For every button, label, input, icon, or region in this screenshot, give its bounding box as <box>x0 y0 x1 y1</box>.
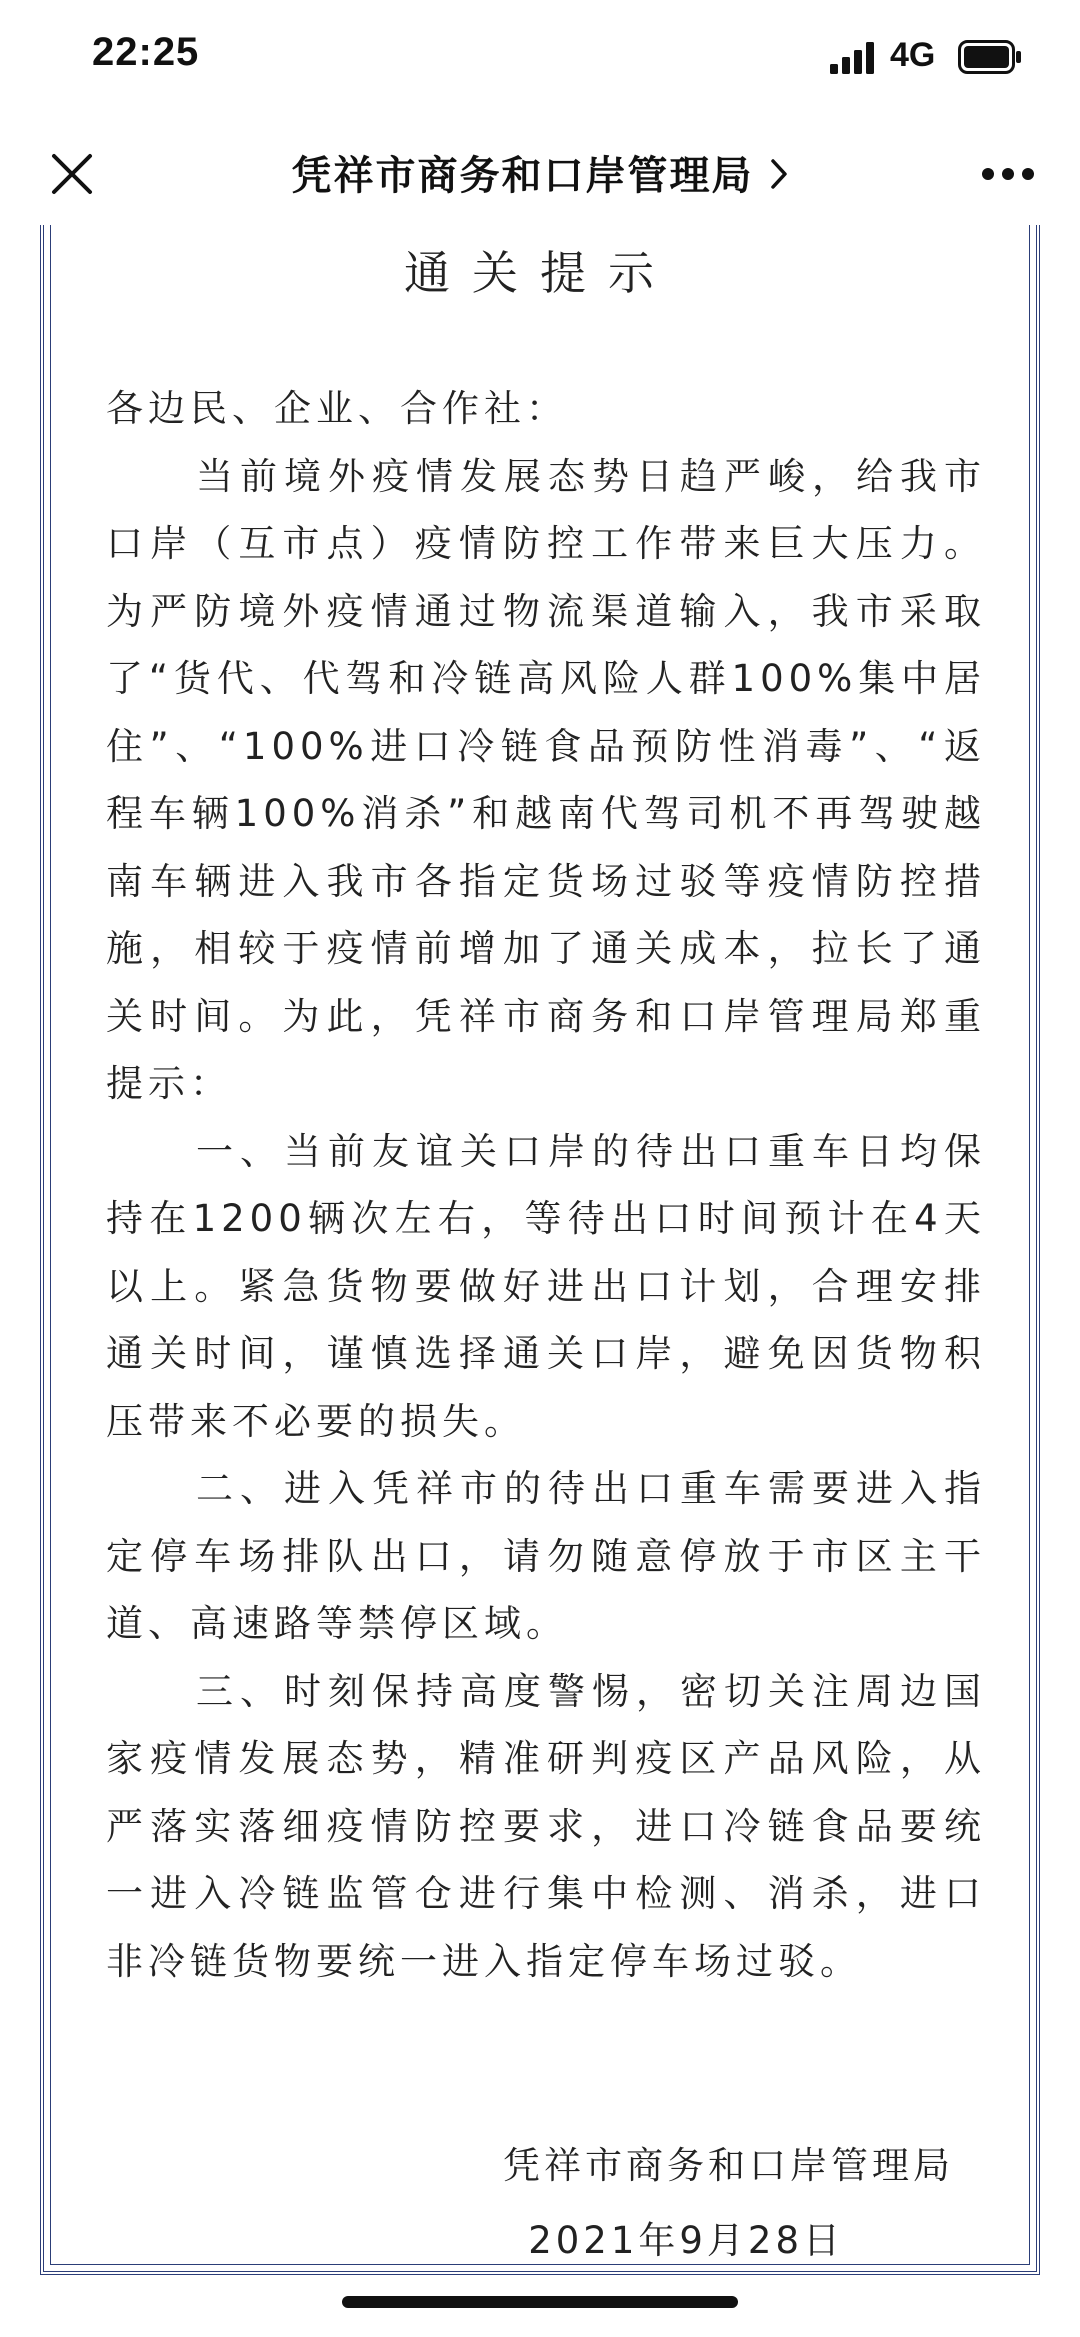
notice-date: 2021年9月28日 <box>528 2219 844 2262</box>
notice-image <box>40 225 1040 2275</box>
notice-body <box>106 375 986 1995</box>
nav-title: 凭祥市商务和口岸管理局 <box>291 153 754 199</box>
more-icon[interactable] <box>980 166 1036 182</box>
notice-paragraph: 一、当前友谊关口岸的待出口重车日均保持在1200辆次左右，等待出口时间预计在4天以上。紧急货物要做好进出口计划，合理安排通关时间，谨慎选择通关口岸，避免因货物积压带来不必要的损失。 <box>106 1129 986 1443</box>
network-type: 4G <box>890 36 936 74</box>
notice-paragraph: 三、时刻保持高度警惕，密切关注周边国家疫情发展态势，精准研判疫区产品风险，从严落实落细疫情防控要求，进口冷链食品要统一进入冷链监管仓进行集中检测、消杀，进口非冷链货物要统一进入指定停车场过驳。 <box>106 1669 986 1983</box>
status-bar <box>0 0 1080 120</box>
notice-paragraph: 二、进入凭祥市的待出口重车需要进入指定停车场排队出口，请勿随意停放于市区主干道、高速路等禁停区域。 <box>106 1467 986 1645</box>
home-indicator[interactable] <box>342 2296 738 2308</box>
chevron-right-icon <box>769 157 789 191</box>
notice-signature: 凭祥市商务和口岸管理局 <box>503 2144 954 2187</box>
nav-bar <box>0 120 1080 230</box>
status-time: 22:25 <box>92 30 200 74</box>
notice-salutation: 各边民、企业、合作社： <box>106 387 568 430</box>
notice-paragraph: 当前境外疫情发展态势日趋严峻，给我市口岸（互市点）疫情防控工作带来巨大压力。为严防境外疫情通过物流渠道输入，我市采取了“货代、代驾和冷链高风险人群100%集中居住”、“100%进口冷链食品预防性消毒”、“返程车辆100%消杀”和越南代驾司机不再驾驶越南车辆进入我市各指定货场过驳等疫情防控措施，相较于疫情前增加了通关成本，拉长了通关时间。为此，凭祥市商务和口岸管理局郑重提示： <box>106 454 986 1105</box>
signal-icon <box>830 42 876 74</box>
notice-title: 通关提示 <box>404 246 676 300</box>
account-title-link[interactable] <box>0 144 1080 201</box>
battery-icon <box>958 40 1022 74</box>
